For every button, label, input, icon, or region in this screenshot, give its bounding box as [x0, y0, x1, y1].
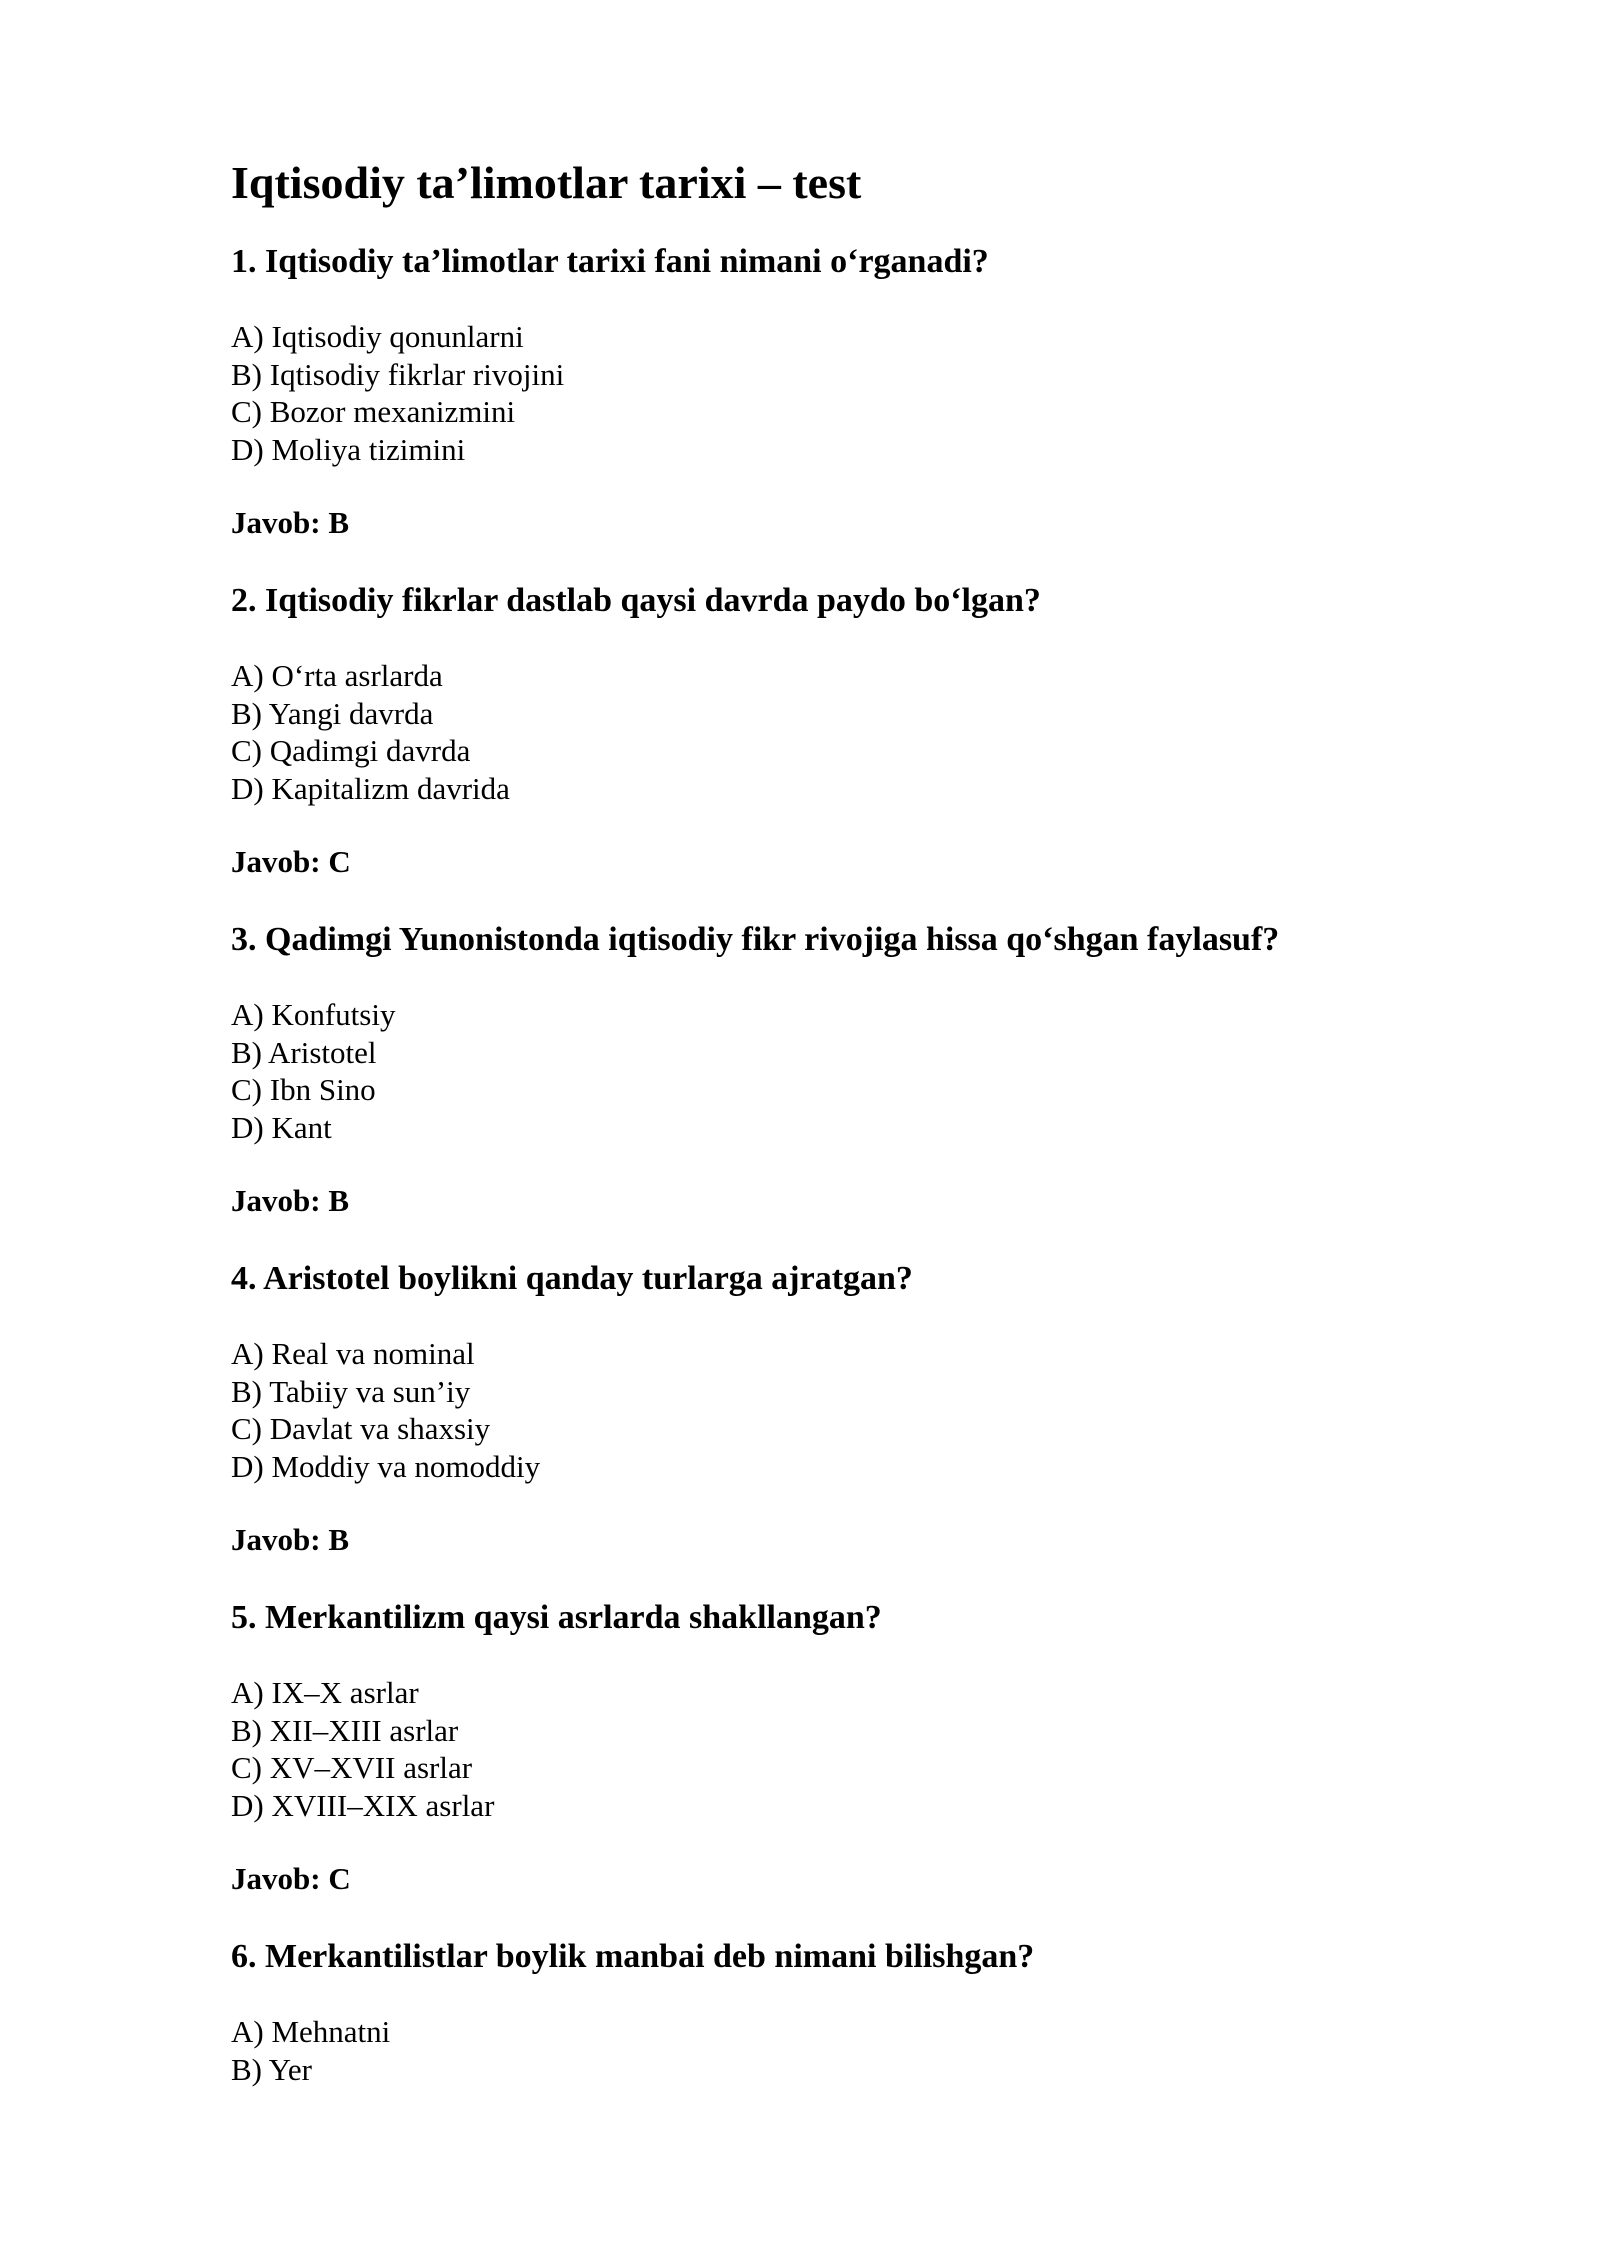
- question-block: [231, 1937, 1411, 2088]
- option-a: A) Iqtisodiy qonunlarni: [231, 319, 524, 354]
- document-page: [231, 146, 1411, 2088]
- question-block: [231, 581, 1411, 880]
- question-text: 1. Iqtisodiy ta’limotlar tarixi fani nimani o‘rganadi?: [231, 243, 989, 280]
- option-list: [231, 1335, 1411, 1485]
- option-b: B) XII–XIII asrlar: [231, 1712, 459, 1748]
- option-c: C) XV–XVII asrlar: [231, 1750, 473, 1785]
- question-block: [231, 920, 1411, 1219]
- question-block: [231, 1259, 1411, 1558]
- option-b: B) Yangi davrda: [231, 695, 434, 731]
- question-block: [231, 1598, 1411, 1897]
- option-b: B) Aristotel: [231, 1034, 377, 1070]
- document-title: Iqtisodiy ta’limotlar tarixi – test: [231, 157, 862, 208]
- answer-text: Javob: C: [231, 844, 351, 879]
- option-c: C) Davlat va shaxsiy: [231, 1411, 491, 1446]
- option-a: A) O‘rta asrlarda: [231, 658, 443, 693]
- option-a: A) Konfutsiy: [231, 997, 396, 1032]
- option-list: [231, 657, 1411, 807]
- answer-text: Javob: B: [231, 505, 349, 540]
- answer-text: Javob: B: [231, 1522, 349, 1557]
- option-d: D) Moliya tizimini: [231, 431, 466, 467]
- option-b: B) Tabiiy va sun’iy: [231, 1373, 471, 1409]
- option-d: D) Kant: [231, 1109, 332, 1145]
- option-c: C) Ibn Sino: [231, 1072, 376, 1107]
- option-list: [231, 318, 1411, 468]
- option-d: D) XVIII–XIX asrlar: [231, 1787, 495, 1823]
- option-b: B) Iqtisodiy fikrlar rivojini: [231, 356, 565, 392]
- question-text: 6. Merkantilistlar boylik manbai deb nimani bilishgan?: [231, 1938, 1035, 1975]
- option-list: [231, 996, 1411, 1146]
- option-d: D) Kapitalizm davrida: [231, 770, 510, 806]
- option-c: C) Bozor mexanizmini: [231, 394, 516, 429]
- question-text: 5. Merkantilizm qaysi asrlarda shakllangan?: [231, 1599, 882, 1636]
- option-c: C) Qadimgi davrda: [231, 733, 471, 768]
- question-text: 4. Aristotel boylikni qanday turlarga ajratgan?: [231, 1260, 913, 1297]
- option-b: B) Yer: [231, 2051, 312, 2087]
- option-list: [231, 2013, 1411, 2088]
- answer-text: Javob: C: [231, 1861, 351, 1896]
- question-text: 3. Qadimgi Yunonistonda iqtisodiy fikr rivojiga hissa qo‘shgan faylasuf?: [231, 921, 1280, 958]
- option-a: A) Real va nominal: [231, 1336, 475, 1371]
- option-list: [231, 1674, 1411, 1824]
- option-d: D) Moddiy va nomoddiy: [231, 1448, 541, 1484]
- option-a: A) Mehnatni: [231, 2014, 391, 2049]
- question-block: [231, 242, 1411, 541]
- question-text: 2. Iqtisodiy fikrlar dastlab qaysi davrda paydo bo‘lgan?: [231, 582, 1041, 619]
- answer-text: Javob: B: [231, 1183, 349, 1218]
- option-a: A) IX–X asrlar: [231, 1675, 419, 1710]
